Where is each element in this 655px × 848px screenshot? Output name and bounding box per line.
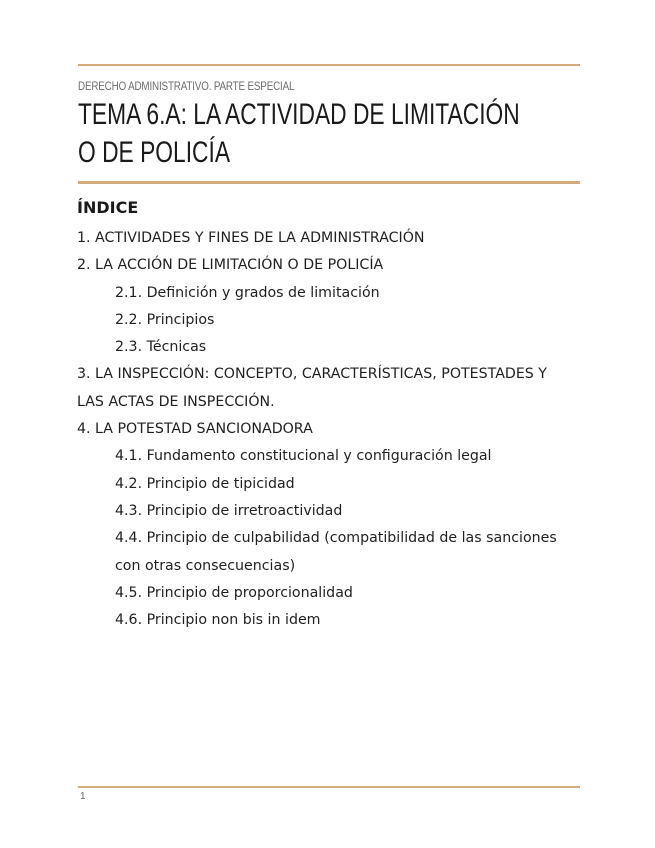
header-bottom-rule [78,181,580,184]
document-subject: DERECHO ADMINISTRATIVO. PARTE ESPECIAL [78,79,295,93]
toc-subitem: 2.2. Principios [115,311,215,328]
toc-subitem: 2.3. Técnicas [115,339,207,356]
toc-subitem: 4.1. Fundamento constitucional y configuración legal [115,448,492,465]
toc-subitem: 4.2. Principio de tipicidad [115,475,295,492]
toc-subitem: 4.3. Principio de irretroactividad [115,502,343,519]
page-number: 1 [80,791,86,802]
toc-item: 3. LA INSPECCIÓN: CONCEPTO, CARACTERÍSTICAS, POTESTADES Y LAS ACTAS DE INSPECCIÓN. [77,366,547,410]
toc-item: 2. LA ACCIÓN DE LIMITACIÓN O DE POLICÍA [77,257,384,274]
toc-subitem: 4.4. Principio de culpabilidad (compatibilidad de las sanciones con otras consecuencias) [115,530,557,574]
toc-item: 1. ACTIVIDADES Y FINES DE LA ADMINISTRACIÓN [77,230,425,246]
header-top-rule [78,64,580,66]
toc-item: 4. LA POTESTAD SANCIONADORA [77,421,313,438]
footer-rule [78,786,580,788]
toc-subitem: 2.1. Definición y grados de limitación [115,284,380,301]
page-title-line-1: TEMA 6.A: LA ACTIVIDAD DE LIMITACIÓN [78,98,520,131]
page-title-line-2: O DE POLICÍA [78,136,231,169]
toc-subitem: 4.6. Principio non bis in idem [115,612,321,629]
toc-subitem: 4.5. Principio de proporcionalidad [115,584,353,601]
index-heading: ÍNDICE [77,198,139,217]
table-of-contents [77,225,577,634]
page-title [78,96,520,172]
